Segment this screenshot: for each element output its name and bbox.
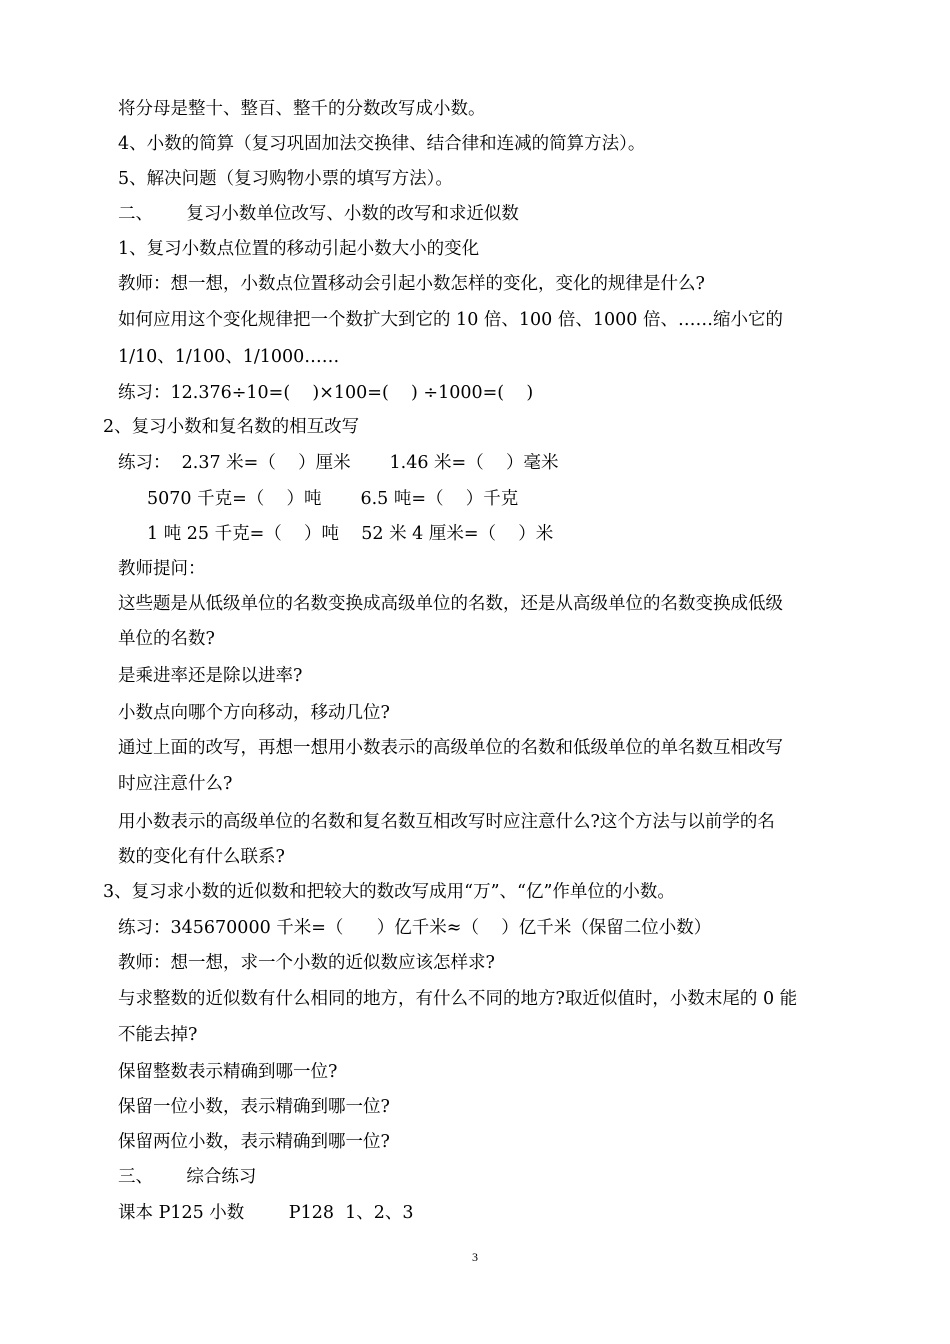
text-line: 4、小数的简算（复习巩固加法交换律、结合律和连减的简算方法）。 xyxy=(118,134,646,154)
exercise-line: 5070 千克=（ ）吨 6.5 吨=（ ）千克 xyxy=(147,489,519,509)
text-line: 保留两位小数，表示精确到哪一位? xyxy=(118,1132,390,1152)
text-line: 数的变化有什么联系? xyxy=(118,847,285,867)
subsection-heading: 3、复习求小数的近似数和把较大的数改写成用“万”、“亿”作单位的小数。 xyxy=(103,882,675,902)
page-number: 3 xyxy=(472,1250,478,1264)
text-line: 与求整数的近似数有什么相同的地方，有什么不同的地方?取近似值时，小数末尾的 0 能 xyxy=(118,989,798,1009)
text-line: 保留整数表示精确到哪一位? xyxy=(118,1062,338,1082)
exercise-line: 练习：345670000 千米=（ ）亿千米≈（ ）亿千米（保留二位小数） xyxy=(118,918,712,938)
text-line: 不能去掉? xyxy=(118,1025,198,1045)
text-line: 时应注意什么? xyxy=(118,774,233,794)
text-line: 小数点向哪个方向移动，移动几位? xyxy=(118,703,390,723)
text-line: 用小数表示的高级单位的名数和复名数互相改写时应注意什么?这个方法与以前学的名 xyxy=(118,812,775,832)
section-heading: 三、 综合练习 xyxy=(118,1167,257,1187)
text-line: 教师：想一想，小数点位置移动会引起小数怎样的变化，变化的规律是什么? xyxy=(118,274,705,294)
text-line: 单位的名数? xyxy=(118,629,215,649)
text-line: 教师提问： xyxy=(118,559,206,579)
text-line: 课本 P125 小数 P128 1、2、3 xyxy=(118,1203,414,1223)
text-line: 教师：想一想，求一个小数的近似数应该怎样求? xyxy=(118,953,495,973)
text-line: 是乘进率还是除以进率? xyxy=(118,666,303,686)
text-line: 这些题是从低级单位的名数变换成高级单位的名数，还是从高级单位的名数变换成低级 xyxy=(118,594,783,614)
section-heading: 二、 复习小数单位改写、小数的改写和求近似数 xyxy=(118,204,519,224)
text-line: 将分母是整十、整百、整千的分数改写成小数。 xyxy=(118,99,486,119)
exercise-line: 练习：12.376÷10=( )×100=( ) ÷1000=( ) xyxy=(118,383,534,403)
subsection-heading: 2、复习小数和复名数的相互改写 xyxy=(103,417,360,437)
subsection-heading: 1、复习小数点位置的移动引起小数大小的变化 xyxy=(118,239,480,259)
text-line: 5、解决问题（复习购物小票的填写方法）。 xyxy=(118,169,453,189)
text-line: 保留一位小数，表示精确到哪一位? xyxy=(118,1097,390,1117)
text-line: 如何应用这个变化规律把一个数扩大到它的 10 倍、100 倍、1000 倍、……缩小它的 xyxy=(118,310,783,330)
exercise-line: 练习： 2.37 米=（ ）厘米 1.46 米=（ ）毫米 xyxy=(118,453,559,473)
text-line: 1/10、1/100、1/1000…… xyxy=(118,347,340,367)
exercise-line: 1 吨 25 千克=（ ）吨 52 米 4 厘米=（ ）米 xyxy=(147,524,554,544)
text-line: 通过上面的改写，再想一想用小数表示的高级单位的名数和低级单位的单名数互相改写 xyxy=(118,738,783,758)
